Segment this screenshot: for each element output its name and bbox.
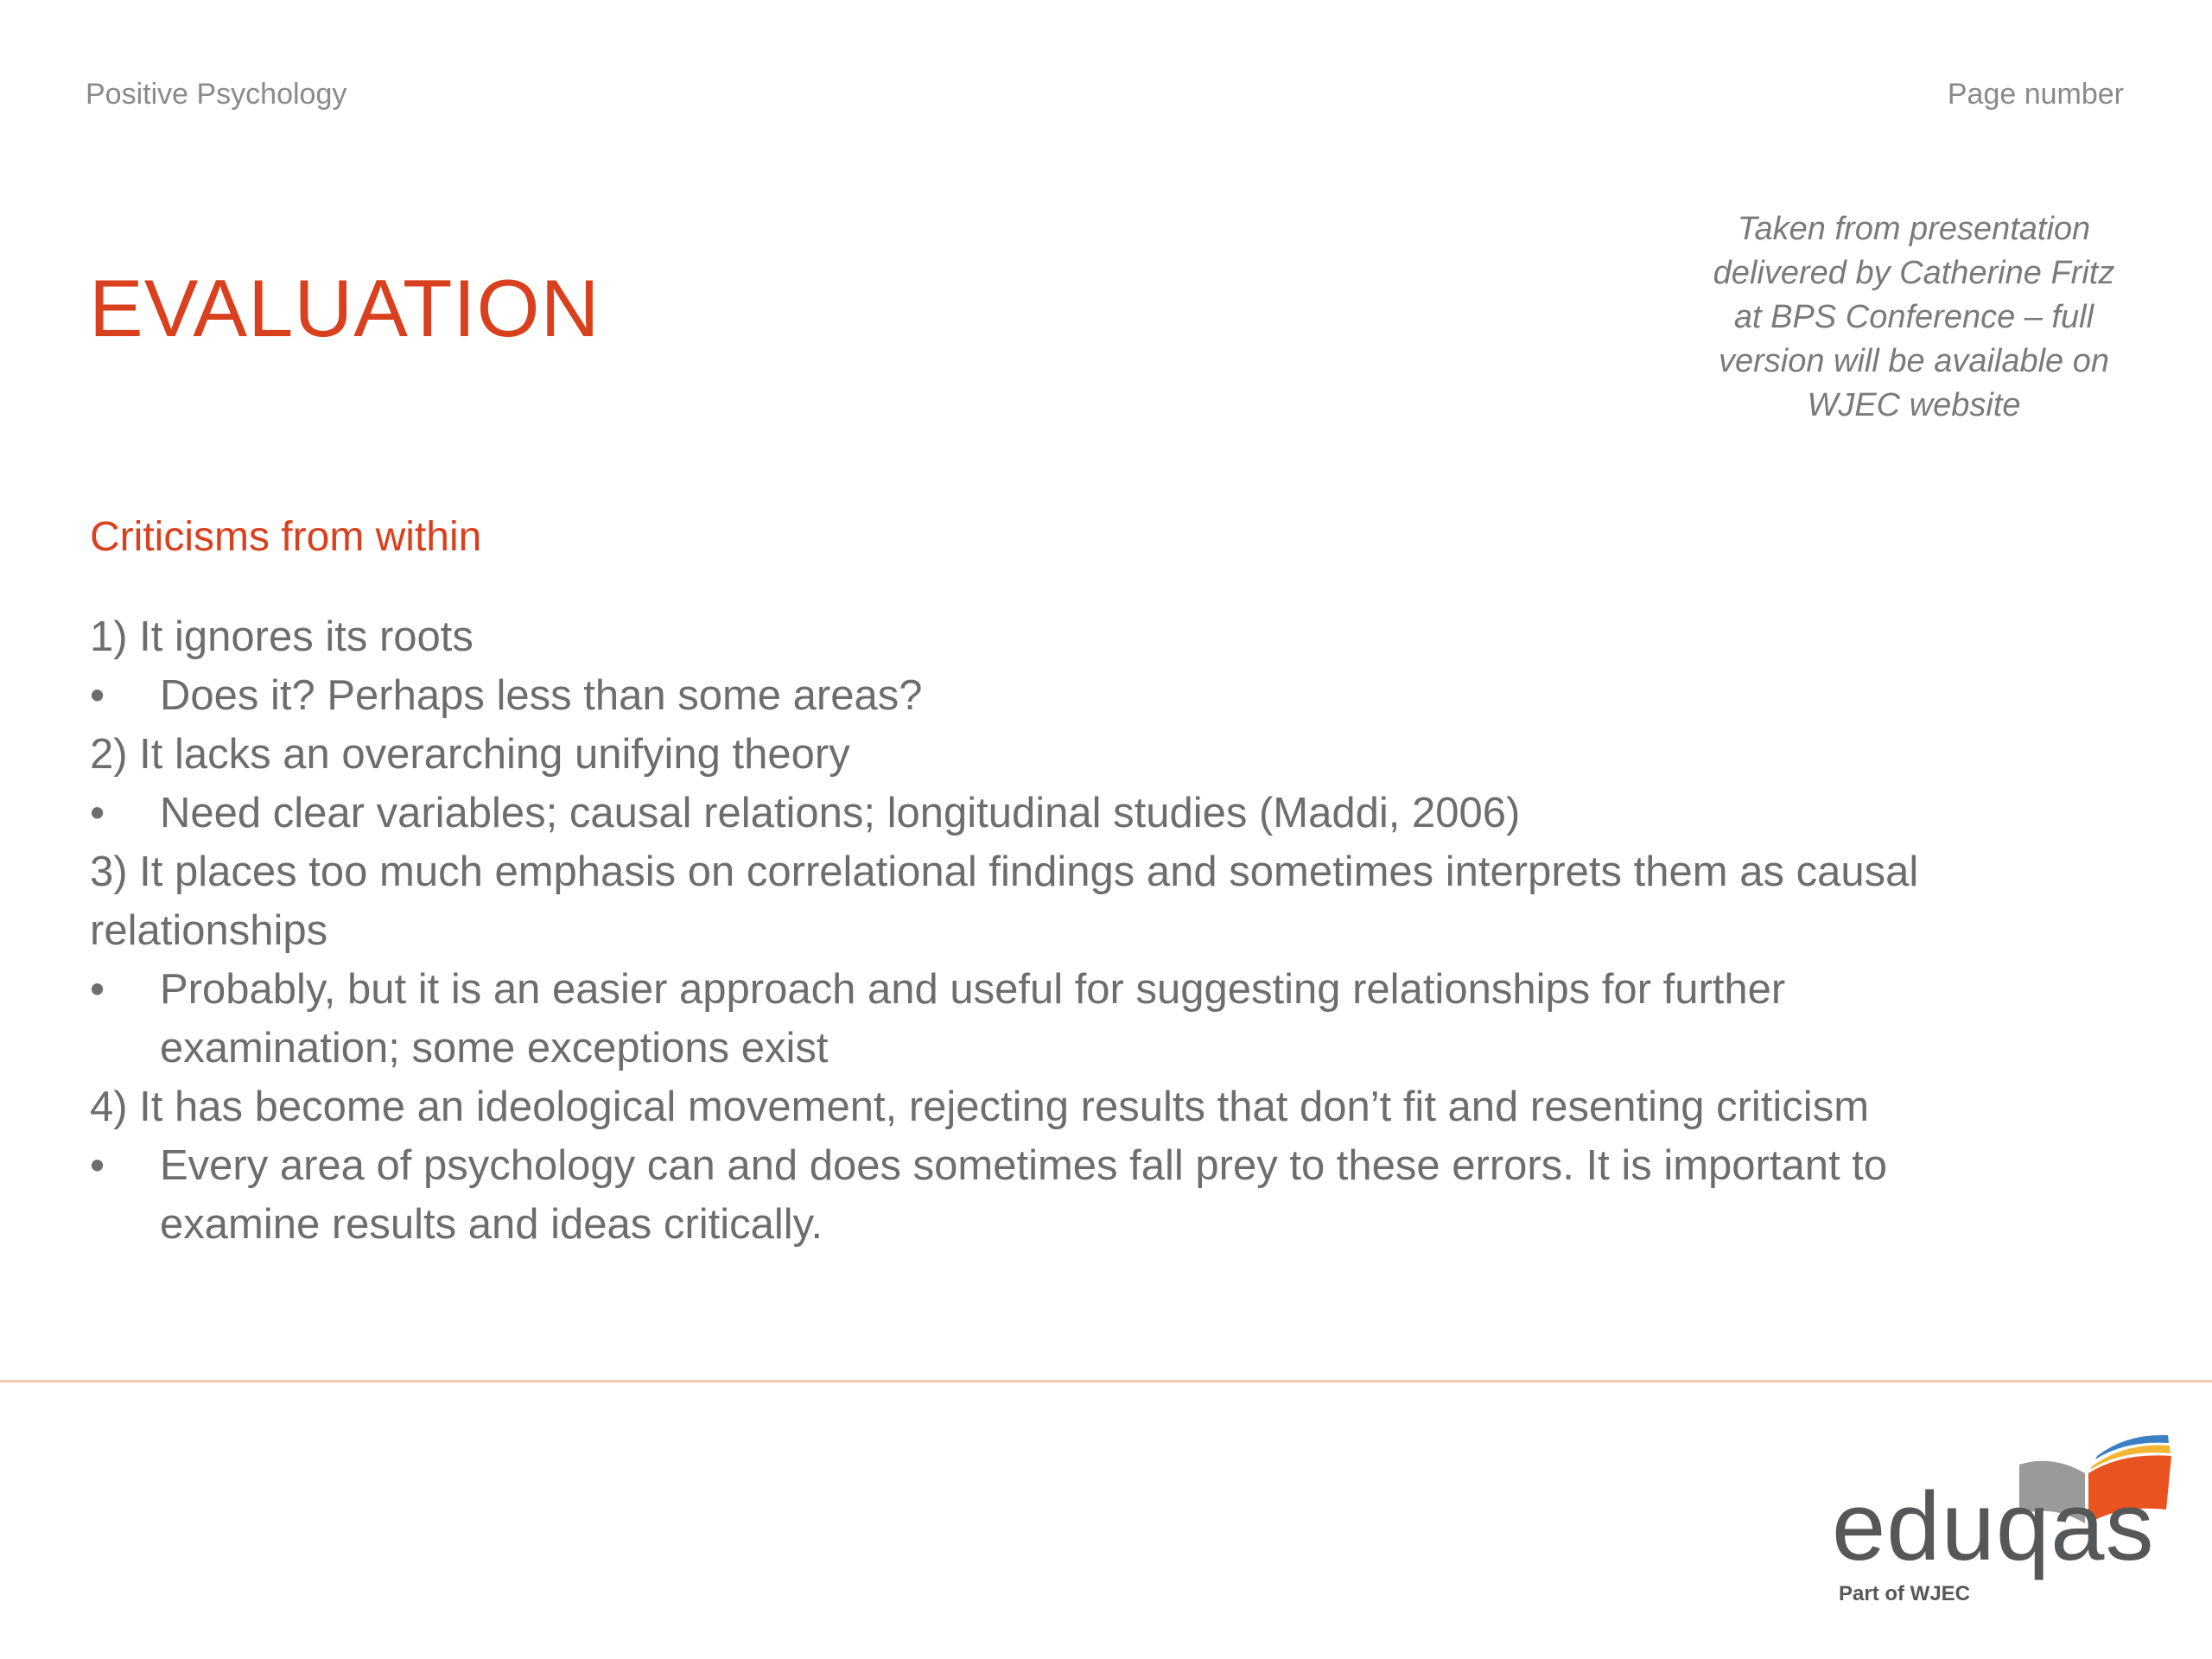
bullet-line: Does it? Perhaps less than some areas? — [160, 672, 923, 719]
criticisms-list — [90, 607, 2077, 1254]
attribution-note — [1685, 207, 2143, 428]
bullet-dot: • — [90, 672, 105, 719]
response-bullet — [90, 1136, 2077, 1254]
attribution-line: WJEC website — [1807, 387, 2021, 423]
response-bullet — [90, 784, 2077, 842]
bullet-line: Need clear variables; causal relations; longitudinal studies (Maddi, 2006) — [160, 790, 1521, 836]
header-page-number: Page number — [1947, 78, 2124, 111]
bullet-line: examine results and ideas critically. — [160, 1201, 823, 1248]
criticism-point: 2) It lacks an overarching unifying theory — [90, 731, 850, 778]
point-line: relationships — [90, 907, 328, 954]
slide-title: EVALUATION — [89, 263, 601, 353]
attribution-line: delivered by Catherine Fritz — [1713, 255, 2115, 291]
logo-wordmark: eduqas — [1832, 1472, 2155, 1580]
section-subheading: Criticisms from within — [90, 514, 482, 560]
bullet-dot: • — [90, 1142, 105, 1189]
criticism-point: 4) It has become an ideological movement, rejecting results that don’t fit and resenting criticism — [90, 1084, 1870, 1130]
response-bullet — [90, 666, 2077, 725]
attribution-line: at BPS Conference – full — [1733, 299, 2094, 335]
response-bullet — [90, 960, 2077, 1077]
point-line: 3) It places too much emphasis on correlational findings and sometimes interprets them as causal — [90, 849, 1919, 895]
logo-tagline: Part of WJEC — [1839, 1582, 1971, 1605]
bullet-line: Every area of psychology can and does sometimes fall prey to these errors. It is important to — [160, 1142, 1888, 1189]
attribution-line: Taken from presentation — [1737, 211, 2091, 247]
bullet-dot: • — [90, 966, 105, 1013]
eduqas-logo — [1823, 1430, 2186, 1616]
attribution-line: version will be available on — [1718, 343, 2110, 379]
bullet-line: Probably, but it is an easier approach and useful for suggesting relationships for further — [160, 966, 1786, 1013]
bullet-line: examination; some exceptions exist — [160, 1025, 829, 1071]
footer-divider — [0, 1380, 2212, 1382]
header-module-title: Positive Psychology — [86, 78, 347, 111]
criticism-point: 1) It ignores its roots — [90, 613, 474, 660]
criticism-point — [90, 842, 2077, 960]
bullet-dot: • — [90, 790, 105, 836]
